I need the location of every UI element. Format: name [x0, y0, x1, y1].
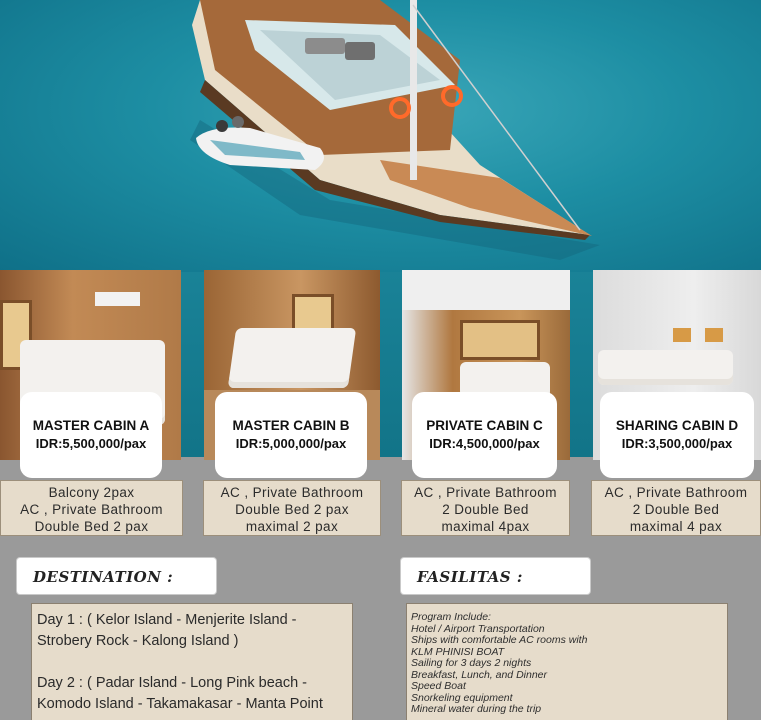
itinerary-line: Day 1 : ( Kelor Island - Menjerite Island -	[37, 612, 297, 628]
feature-line: maximal 2 pax	[245, 519, 339, 534]
feature-line: 2 Double Bed	[442, 502, 529, 517]
destination-panel	[31, 603, 353, 720]
feature-line: AC , Private Bathroom	[220, 485, 364, 500]
destination-heading: DESTINATION :	[17, 558, 216, 594]
itinerary-line: Day 2 : ( Padar Island - Long Pink beach -	[37, 675, 308, 691]
cabin-price: IDR:5,500,000/pax	[35, 436, 147, 451]
fasilitas-panel	[406, 603, 728, 720]
itinerary-line: Strobery Rock - Kalong Island )	[37, 633, 239, 649]
cabin-card-c	[412, 392, 557, 478]
cabin-name: PRIVATE CABIN C	[426, 418, 543, 433]
cabin-name: SHARING CABIN D	[615, 418, 739, 433]
cabin-name: MASTER CABIN B	[232, 418, 350, 433]
feature-line: Balcony 2pax	[48, 485, 135, 500]
fasilitas-item: KLM PHINISI BOAT	[411, 645, 505, 658]
fasilitas-item: Program Include:	[411, 611, 491, 623]
feature-line: AC , Private Bathroom	[414, 485, 557, 500]
feature-line: 2 Double Bed	[632, 502, 720, 517]
cabin-features-c	[401, 480, 570, 536]
cabin-card-d	[600, 392, 754, 478]
feature-line: AC , Private Bathroom	[20, 502, 163, 517]
feature-line: Double Bed 2 pax	[34, 519, 149, 534]
cabin-card-a	[20, 392, 162, 478]
feature-line: maximal 4pax	[441, 519, 530, 534]
cabin-features-b	[203, 480, 381, 536]
fasilitas-list	[407, 604, 727, 716]
fasilitas-item: Snorkeling equipment	[411, 691, 513, 704]
fasilitas-item: Speed Boat	[411, 680, 466, 692]
cabin-features-a	[0, 480, 183, 536]
cabin-price: IDR:4,500,000/pax	[429, 436, 540, 451]
fasilitas-item: Ships with comfortable AC rooms with	[411, 634, 588, 646]
fasilitas-heading: FASILITAS :	[401, 558, 590, 594]
feature-line: maximal 4 pax	[629, 519, 723, 534]
feature-line: Double Bed 2 pax	[235, 502, 349, 517]
cabin-price: IDR:3,500,000/pax	[621, 436, 733, 451]
itinerary-line: Komodo Island - Takamakasar - Manta Point	[37, 696, 323, 712]
cabin-price: IDR:5,000,000/pax	[235, 436, 347, 451]
fasilitas-item: Breakfast, Lunch, and Dinner	[411, 668, 547, 681]
cabin-features-d	[591, 480, 761, 536]
cabin-card-b	[215, 392, 367, 478]
feature-line: AC , Private Bathroom	[604, 485, 748, 500]
fasilitas-item: Hotel / Airport Transportation	[411, 622, 545, 635]
fasilitas-item: Sailing for 3 days 2 nights	[411, 657, 532, 669]
cabin-name: MASTER CABIN A	[32, 418, 150, 433]
boat-photo	[0, 0, 761, 272]
fasilitas-item: Mineral water during the trip	[411, 703, 542, 715]
